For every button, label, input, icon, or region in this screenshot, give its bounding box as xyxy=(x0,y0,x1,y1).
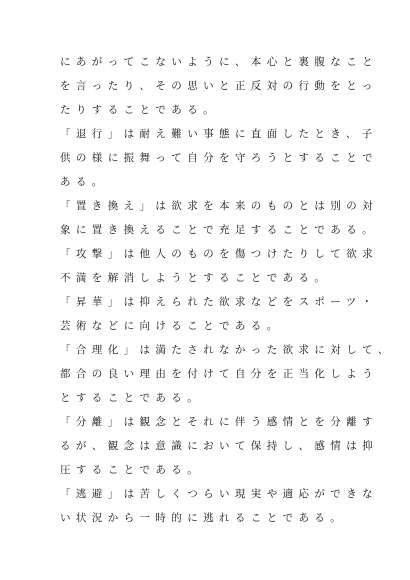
text-line: 「置き換え」は欲求を本来のものとは別の対 xyxy=(60,200,378,212)
text-line: 圧することである。 xyxy=(60,464,204,476)
text-line: い状況から一時的に逃れることである。 xyxy=(60,512,347,524)
text-line: たりすることである。 xyxy=(60,104,219,116)
text-line: 「攻撃」は他人のものを傷つけたりして欲求 xyxy=(60,248,378,260)
text-line: 不満を解消しようとすることである。 xyxy=(60,272,331,284)
text-line: 芸術などに向けることである。 xyxy=(60,320,283,332)
text-line: 供の様に振舞って自分を守ろうとすることで xyxy=(60,152,378,164)
text-line: を言ったり、その思いと正反対の行動をとっ xyxy=(60,80,378,92)
text-line: 象に置き換えることで充足することである。 xyxy=(60,224,378,236)
text-line: 「分離」は観念とそれに伴う感情とを分離す xyxy=(60,416,378,428)
text-line: 「退行」は耐え難い事態に直面したとき、子 xyxy=(60,128,378,140)
text-line: 「逃避」は苦しくつらい現実や適応ができな xyxy=(60,488,378,500)
text-line: 都合の良い理由を付けて自分を正当化しよう xyxy=(60,368,378,380)
text-line: 「昇華」は抑えられた欲求などをスポーツ・ xyxy=(60,296,378,308)
text-line: にあがってこないように、本心と裏腹なこと xyxy=(60,56,378,68)
text-line: ある。 xyxy=(60,176,108,188)
body-text xyxy=(60,50,394,530)
text-line: とすることである。 xyxy=(60,392,204,404)
text-line: 「合理化」は満たされなかった欲求に対して、 xyxy=(60,344,394,356)
text-line: るが、観念は意識において保持し、感情は抑 xyxy=(60,440,378,452)
